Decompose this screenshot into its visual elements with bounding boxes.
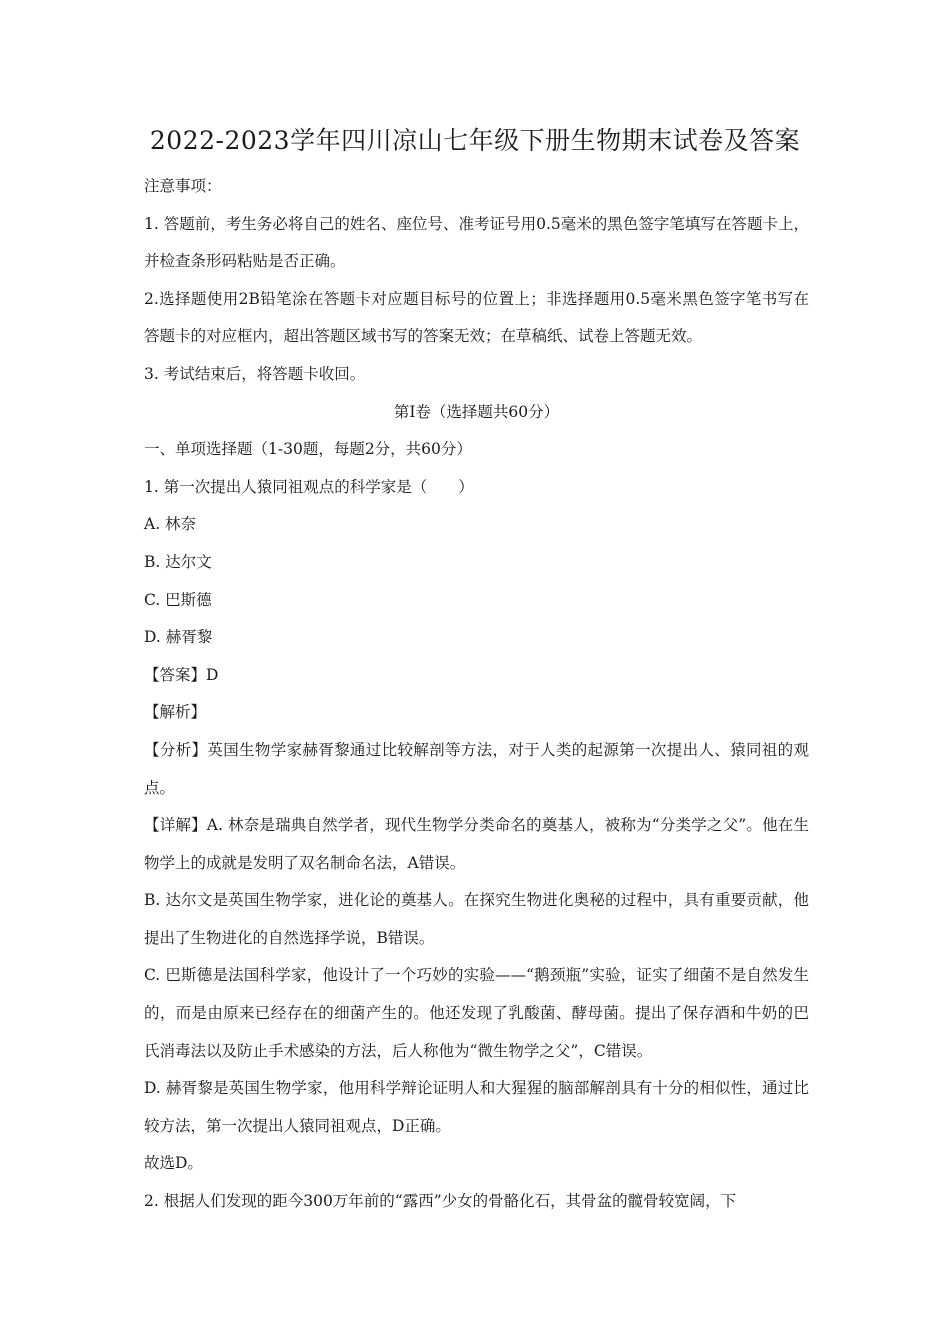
- notice-item-1: 1. 答题前，考生务必将自己的姓名、座位号、准考证号用0.5毫米的黑色签字笔填写在答题卡上，并检查条形码粘贴是否正确。: [144, 214, 809, 271]
- document-title: 2022-2023学年四川凉山七年级下册生物期末试卷及答案: [149, 126, 801, 155]
- question-1-option-c: C. 巴斯德: [144, 590, 212, 609]
- question-1-stem: 1. 第一次提出人猿同祖观点的科学家是（ ）: [144, 477, 474, 496]
- question-1-analysis: 【分析】英国生物学家赫胥黎通过比较解剖等方法，对于人类的起源第一次提出人、猿同祖的观点。: [144, 740, 809, 797]
- question-2-stem: 2. 根据人们发现的距今300万年前的“露西”少女的骨骼化石，其骨盆的髋骨较宽阔，下: [144, 1192, 737, 1211]
- question-1-detail-b: B. 达尔文是英国生物学家，进化论的奠基人。在探究生物进化奥秘的过程中，具有重要贡献，他提出了生物进化的自然选择学说，B错误。: [144, 891, 809, 947]
- question-1-detail-d: D. 赫胥黎是英国生物学家，他用科学辩论证明人和大猩猩的脑部解剖具有十分的相似性，通过比较方法，第一次提出人猿同祖观点，D正确。: [144, 1079, 809, 1135]
- question-1-option-d: D. 赫胥黎: [144, 628, 213, 647]
- question-1-analysis-label: 【解析】: [144, 703, 207, 722]
- document-body: [144, 168, 809, 1221]
- question-1-conclusion: 故选D。: [144, 1154, 203, 1173]
- question-1-answer: 【答案】D: [144, 665, 219, 684]
- volume-heading: 第Ⅰ卷（选择题共60分）: [393, 402, 560, 421]
- question-1-detail-a: 【详解】A. 林奈是瑞典自然学者，现代生物学分类命名的奠基人，被称为“分类学之父”。他在生物学上的成就是发明了双名制命名法，A错误。: [144, 816, 809, 872]
- notice-heading: 注意事项：: [144, 177, 222, 195]
- notice-item-3: 3. 考试结束后，将答题卡收回。: [144, 364, 366, 383]
- question-1-detail-c: C. 巴斯德是法国科学家，他设计了一个巧妙的实验——“鹅颈瓶”实验，证实了细菌不是自然发生的，而是由原来已经存在的细菌产生的。他还发现了乳酸菌、酵母菌。提出了保存酒和牛奶的巴氏消毒法以及防止手术感染的方法，后人称他为“微生物学之父”，C错误。: [144, 966, 809, 1060]
- section-heading: 一、单项选择题（1-30题，每题2分，共60分）: [144, 440, 472, 459]
- notice-item-2: 2.选择题使用2B铅笔涂在答题卡对应题目标号的位置上；非选择题用0.5毫米黑色签字笔书写在答题卡的对应框内，超出答题区域书写的答案无效；在草稿纸、试卷上答题无效。: [144, 289, 809, 346]
- question-1-option-b: B. 达尔文: [144, 552, 212, 571]
- question-1-option-a: A. 林奈: [144, 515, 197, 534]
